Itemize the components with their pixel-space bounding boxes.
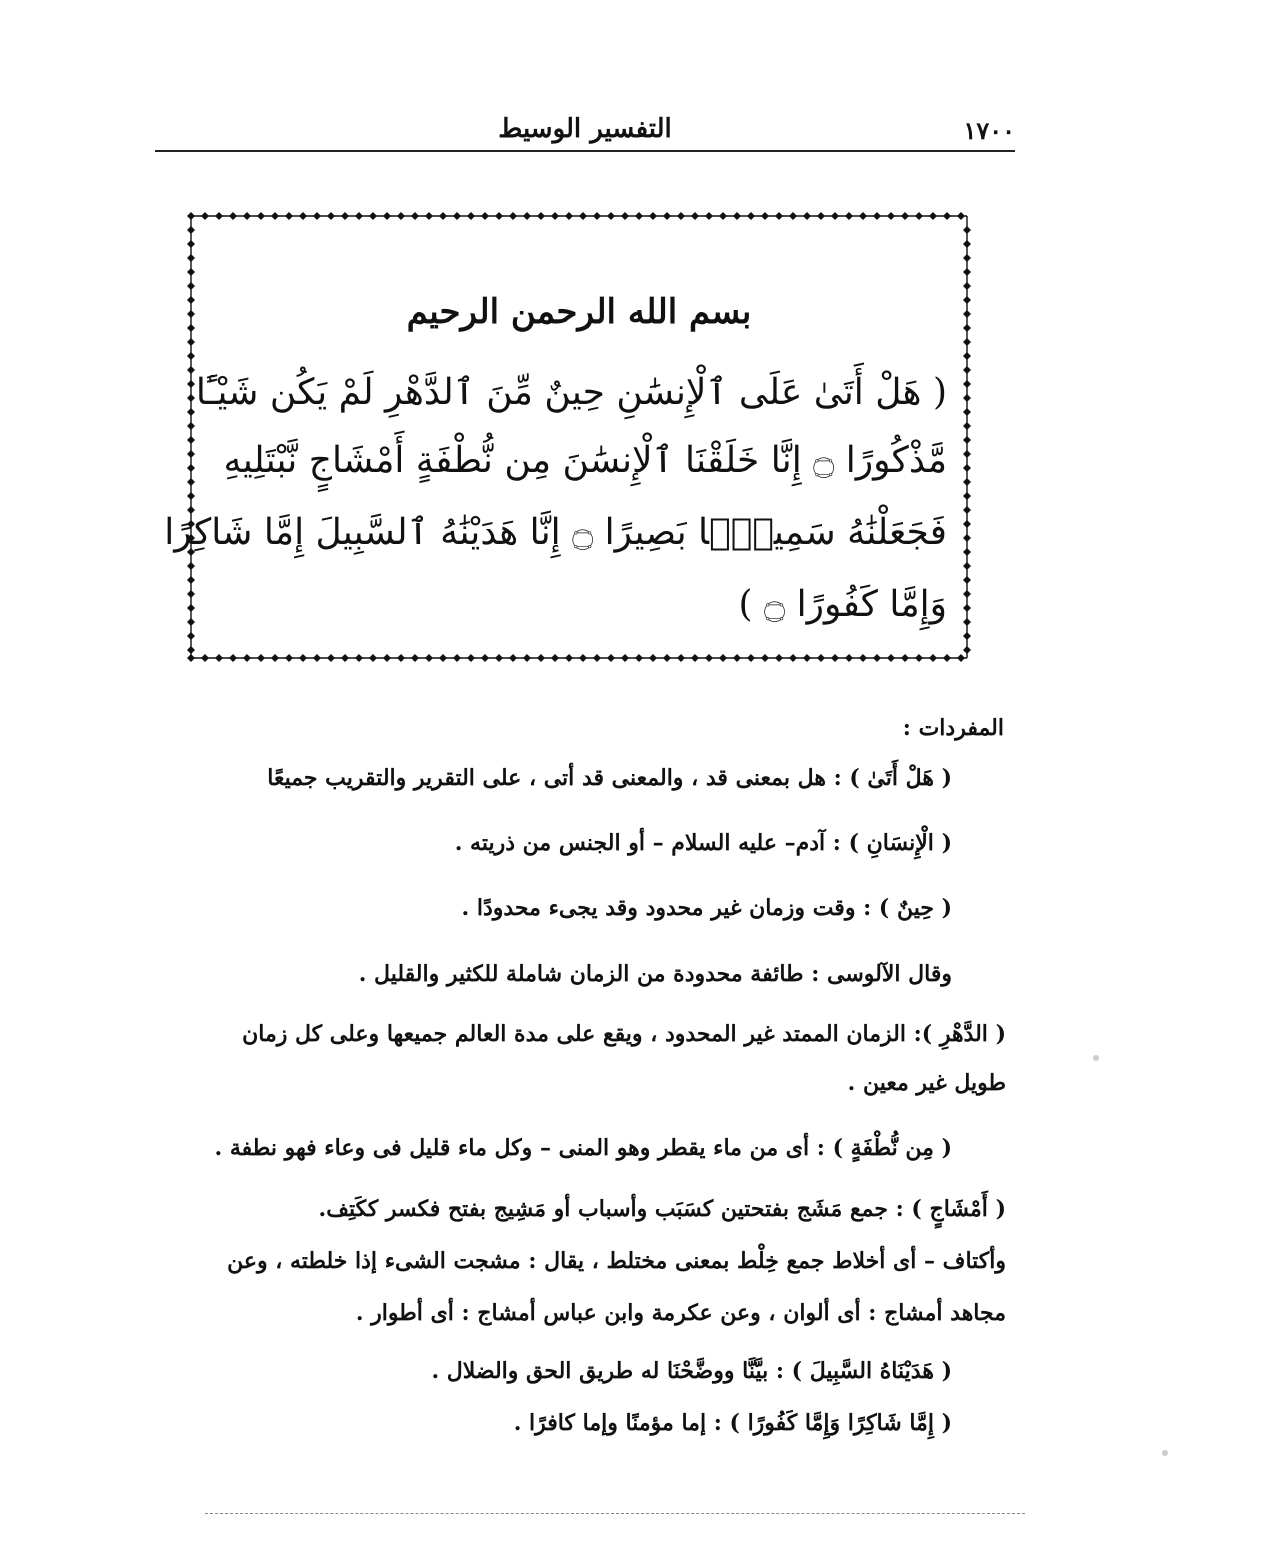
border-diamond <box>963 632 971 640</box>
border-diamond <box>187 310 195 318</box>
border-diamond <box>635 654 643 662</box>
paragraph: طويل غير معين . <box>847 1070 1006 1096</box>
border-diamond <box>963 492 971 500</box>
border-diamond <box>495 654 503 662</box>
border-diamond <box>187 296 195 304</box>
border-diamond <box>719 654 727 662</box>
border-diamond <box>481 212 489 220</box>
border-diamond <box>887 654 895 662</box>
border-diamond <box>187 324 195 332</box>
border-diamond <box>285 654 293 662</box>
verse-line-4 <box>739 584 947 625</box>
border-diamond <box>187 590 195 598</box>
border-diamond <box>313 212 321 220</box>
border-diamond <box>187 338 195 346</box>
border-diamond <box>677 212 685 220</box>
border-diamond <box>579 212 587 220</box>
border-diamond <box>963 436 971 444</box>
border-diamond <box>607 654 615 662</box>
page-header <box>155 112 1015 152</box>
border-diamond <box>187 632 195 640</box>
border-diamond <box>341 212 349 220</box>
border-diamond <box>187 226 195 234</box>
border-diamond <box>215 212 223 220</box>
border-diamond <box>761 654 769 662</box>
border-diamond <box>817 212 825 220</box>
border-diamond <box>963 254 971 262</box>
border-diamond <box>963 548 971 556</box>
border-diamond <box>509 212 517 220</box>
border-diamond <box>201 212 209 220</box>
border-diamond <box>187 576 195 584</box>
border-diamond <box>187 394 195 402</box>
border-diamond <box>187 254 195 262</box>
border-diamond <box>215 654 223 662</box>
verse-text: وَإِمَّا كَفُورًا ۝ ) <box>738 584 947 625</box>
border-diamond <box>187 212 195 220</box>
border-diamond <box>187 268 195 276</box>
border-diamond <box>369 212 377 220</box>
verse-frame-content <box>164 234 949 640</box>
border-diamond <box>873 654 881 662</box>
border-diamond <box>467 212 475 220</box>
border-diamond <box>859 212 867 220</box>
border-diamond <box>963 240 971 248</box>
border-diamond <box>565 654 573 662</box>
border-diamond <box>747 212 755 220</box>
border-diamond <box>817 654 825 662</box>
border-diamond <box>963 268 971 276</box>
border-diamond <box>663 654 671 662</box>
border-diamond <box>963 464 971 472</box>
scan-speck <box>1093 1055 1099 1061</box>
border-diamond <box>187 478 195 486</box>
border-diamond <box>439 654 447 662</box>
border-diamond <box>957 654 965 662</box>
border-diamond <box>963 478 971 486</box>
border-diamond <box>915 212 923 220</box>
basmala: بسم الله الرحمن الرحيم <box>406 292 752 332</box>
border-diamond <box>187 436 195 444</box>
header-rule <box>155 150 1015 152</box>
border-diamond <box>327 212 335 220</box>
border-diamond <box>691 212 699 220</box>
border-diamond <box>383 654 391 662</box>
border-diamond <box>705 212 713 220</box>
border-diamond <box>397 212 405 220</box>
verse-frame <box>164 208 975 666</box>
border-diamond <box>775 212 783 220</box>
border-diamond <box>705 654 713 662</box>
border-diamond <box>733 212 741 220</box>
paragraph: وقال الآلوسى : طائفة محدودة من الزمان شاملة للكثير والقليل . <box>358 961 952 987</box>
border-diamond <box>383 212 391 220</box>
paragraph: ( إِمَّا شَاكِرًا وَإِمَّا كَفُورًا ) : إما مؤمنًا وإما كافرًا . <box>513 1410 952 1436</box>
border-diamond <box>789 212 797 220</box>
paragraph: ( مِن نُّطْفَةٍ ) : أى من ماء يقطر وهو المنى – وكل ماء قليل فى وعاء فهو نطفة . <box>214 1135 952 1161</box>
border-diamond <box>187 464 195 472</box>
border-diamond <box>313 654 321 662</box>
border-diamond <box>901 654 909 662</box>
border-diamond <box>789 654 797 662</box>
border-diamond <box>187 352 195 360</box>
border-diamond <box>187 654 195 662</box>
border-diamond <box>243 654 251 662</box>
border-diamond <box>963 338 971 346</box>
page-number: ١٧٠٠ <box>963 116 1015 145</box>
border-diamond <box>299 212 307 220</box>
border-diamond <box>425 212 433 220</box>
border-diamond <box>257 654 265 662</box>
border-diamond <box>187 408 195 416</box>
paragraph: ( هَدَيْنَاهُ السَّبِيلَ ) : بيَّنَّا ووضَّحْنَا له طريق الحق والضلال . <box>431 1358 952 1384</box>
border-diamond <box>963 324 971 332</box>
border-diamond <box>635 212 643 220</box>
verse-line-1 <box>196 372 947 413</box>
border-diamond <box>963 380 971 388</box>
border-diamond <box>523 212 531 220</box>
border-diamond <box>963 366 971 374</box>
border-diamond <box>621 212 629 220</box>
border-diamond <box>621 654 629 662</box>
border-diamond <box>873 212 881 220</box>
border-diamond <box>299 654 307 662</box>
border-diamond <box>963 450 971 458</box>
border-diamond <box>257 212 265 220</box>
border-diamond <box>411 654 419 662</box>
border-diamond <box>355 654 363 662</box>
border-diamond <box>537 654 545 662</box>
border-diamond <box>327 654 335 662</box>
border-diamond <box>719 212 727 220</box>
border-diamond <box>747 654 755 662</box>
border-diamond <box>285 212 293 220</box>
border-diamond <box>187 366 195 374</box>
border-diamond <box>901 212 909 220</box>
border-diamond <box>593 212 601 220</box>
border-diamond <box>369 654 377 662</box>
border-diamond <box>929 212 937 220</box>
border-diamond <box>663 212 671 220</box>
border-diamond <box>963 352 971 360</box>
border-diamond <box>341 654 349 662</box>
border-diamond <box>481 654 489 662</box>
border-diamond <box>187 380 195 388</box>
footer-rule <box>205 1513 1025 1514</box>
border-diamond <box>509 654 517 662</box>
border-diamond <box>495 212 503 220</box>
paragraph: ( حِينٌ ) : وقت وزمان غير محدود وقد يجىء محدودًا . <box>461 895 952 921</box>
border-diamond <box>957 212 965 220</box>
border-diamond <box>761 212 769 220</box>
border-diamond <box>775 654 783 662</box>
border-diamond <box>187 618 195 626</box>
border-diamond <box>963 534 971 542</box>
border-diamond <box>963 604 971 612</box>
border-diamond <box>551 654 559 662</box>
border-diamond <box>243 212 251 220</box>
border-diamond <box>187 422 195 430</box>
border-diamond <box>963 310 971 318</box>
border-diamond <box>579 654 587 662</box>
border-diamond <box>229 654 237 662</box>
border-diamond <box>963 296 971 304</box>
verse-text: مَّذْكُورًا ۝ إِنَّا خَلَقْنَا ٱلْإِنسَٰنَ مِن نُّطْفَةٍ أَمْشَاجٍ نَّبْتَلِيهِ <box>223 440 947 481</box>
border-diamond <box>187 562 195 570</box>
border-diamond <box>963 618 971 626</box>
paragraph: وأكتاف – أى أخلاط جمع خِلْط بمعنى مختلط ، يقال : مشجت الشىء إذا خلطته ، وعن <box>227 1248 1006 1274</box>
border-diamond <box>943 654 951 662</box>
border-diamond <box>271 654 279 662</box>
border-diamond <box>229 212 237 220</box>
border-diamond <box>187 282 195 290</box>
verse-line-3 <box>164 512 947 553</box>
border-diamond <box>803 654 811 662</box>
border-diamond <box>915 654 923 662</box>
border-diamond <box>523 654 531 662</box>
border-diamond <box>963 422 971 430</box>
paragraph: ( هَلْ أَتَىٰ ) : هل بمعنى قد ، والمعنى قد أتى ، على التقرير والتقريب جميعًا <box>267 765 952 791</box>
border-diamond <box>831 654 839 662</box>
border-diamond <box>963 562 971 570</box>
border-diamond <box>831 212 839 220</box>
border-diamond <box>677 654 685 662</box>
border-diamond <box>537 212 545 220</box>
border-diamond <box>565 212 573 220</box>
border-diamond <box>187 492 195 500</box>
paragraph: ( أَمْشَاجٍ ) : جمع مَشَج بفتحتين كسَبَب وأسباب أو مَشِيج بفتح فكسر ككَتِف. <box>318 1196 1006 1222</box>
verse-text: فَجَعَلْنَٰهُ سَمِيعًۢا بَصِيرًا ۝ إِنَّا هَدَيْنَٰهُ ٱلسَّبِيلَ إِمَّا شَاكِرًا <box>164 512 947 553</box>
border-diamond <box>187 646 195 654</box>
border-diamond <box>411 212 419 220</box>
border-diamond <box>963 226 971 234</box>
border-diamond <box>649 212 657 220</box>
border-diamond <box>929 654 937 662</box>
border-diamond <box>963 394 971 402</box>
section-heading: المفردات : <box>902 715 1004 741</box>
border-diamond <box>397 654 405 662</box>
border-diamond <box>943 212 951 220</box>
border-diamond <box>963 282 971 290</box>
border-diamond <box>649 654 657 662</box>
border-diamond <box>963 576 971 584</box>
border-diamond <box>963 520 971 528</box>
border-diamond <box>453 212 461 220</box>
border-diamond <box>453 654 461 662</box>
paragraph: ( الْإِنسَانِ ) : آدم– عليه السلام – أو الجنس من ذريته . <box>454 830 952 856</box>
border-diamond <box>187 604 195 612</box>
border-diamond <box>887 212 895 220</box>
verse-line-2 <box>223 440 947 481</box>
paragraph: مجاهد أمشاج : أى ألوان ، وعن عكرمة وابن عباس أمشاج : أى أطوار . <box>355 1300 1006 1326</box>
border-diamond <box>845 654 853 662</box>
border-diamond <box>691 654 699 662</box>
border-diamond <box>201 654 209 662</box>
border-diamond <box>607 212 615 220</box>
border-diamond <box>187 450 195 458</box>
border-diamond <box>593 654 601 662</box>
verse-text: ( هَلْ أَتَىٰ عَلَى ٱلْإِنسَٰنِ حِينٌ مِّنَ ٱلدَّهْرِ لَمْ يَكُن شَيْـًٔا <box>195 372 947 413</box>
border-diamond <box>963 506 971 514</box>
border-diamond <box>963 408 971 416</box>
book-title: التفسير الوسيط <box>498 114 672 144</box>
border-diamond <box>733 654 741 662</box>
border-diamond <box>551 212 559 220</box>
border-diamond <box>845 212 853 220</box>
border-diamond <box>859 654 867 662</box>
border-diamond <box>355 212 363 220</box>
paragraph: ( الدَّهْرِ ): الزمان الممتد غير المحدود ، ويقع على مدة العالم جميعها وعلى كل زمان <box>242 1021 1006 1047</box>
scan-speck <box>1162 1450 1168 1456</box>
border-diamond <box>467 654 475 662</box>
border-diamond <box>963 646 971 654</box>
border-diamond <box>271 212 279 220</box>
border-diamond <box>439 212 447 220</box>
border-diamond <box>803 212 811 220</box>
border-diamond <box>187 240 195 248</box>
border-diamond <box>425 654 433 662</box>
border-diamond <box>963 590 971 598</box>
